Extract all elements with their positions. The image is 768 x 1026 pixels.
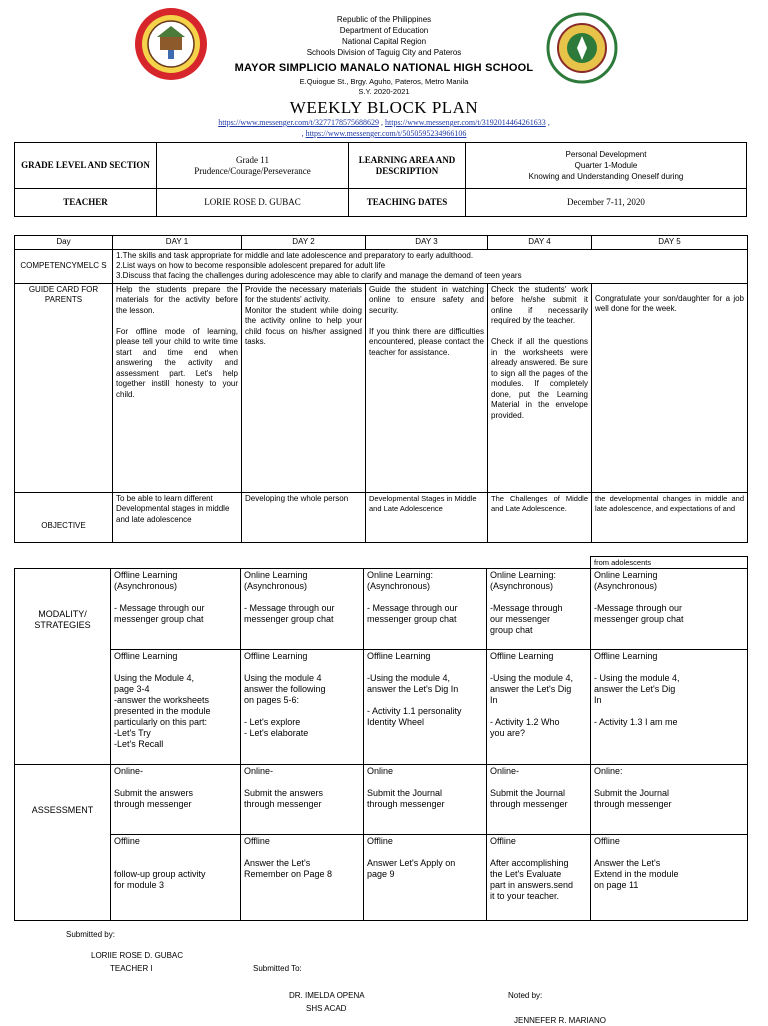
modality-offline-day-5: Offline Learning - Using the module 4, answer the Let's Dig In - Activity 1.3 I am me [591,650,748,765]
competency-cell [113,249,748,283]
teacher-signatory-title: TEACHER I [110,964,153,973]
objective-day-5: the developmental changes in middle and late adolescence, and expectations of and [592,492,748,542]
guide-day-4 [488,283,592,492]
assessment-offline-day-2: Offline Answer the Let's Remember on Page 8 [241,835,364,921]
teacher-label: TEACHER [15,189,157,217]
teaching-dates-value: December 7-11, 2020 [466,189,747,217]
learning-area-value [466,143,747,189]
objective-day-2: Developing the whole person [242,492,366,542]
assessment-online-day-3: Online Submit the Journal through messenger [364,765,487,835]
messenger-link-2[interactable]: https://www.messenger.com/t/3192014464261633 [385,118,546,127]
link-separator: , [545,118,550,127]
modality-online-day-5: Online Learning (Asynchronous) -Message through our messenger group chat [591,569,748,650]
assessment-label: ASSESSMENT [15,765,111,921]
page-title: WEEKLY BLOCK PLAN [289,98,479,117]
modality-online-day-2: Online Learning (Asynchronous) - Message through our messenger group chat [241,569,364,650]
modality-offline-day-2: Offline Learning Using the module 4 answer the following on pages 5-6: - Let's explore - Let's elaborate [241,650,364,765]
objective-label: OBJECTIVE [15,492,113,542]
module-line: Knowing and Understanding Oneself during [528,172,684,181]
quarter-line: Quarter 1-Module [574,161,638,170]
school-address: E.Quiogue St., Brgy. Aguho, Pateros, Metro Manila [299,77,469,86]
noted-by-signatory-name: JENNEFER R. MARIANO [514,1016,607,1025]
day-1-header: DAY 1 [113,236,242,250]
assessment-online-day-2: Online- Submit the answers through messenger [241,765,364,835]
link-separator: , [379,118,385,127]
guide-paragraph: For offline mode of learning, please tell your child to write time start and time end when answering the activity and assessment part. Let's help together instill honesty to your child. [116,326,238,399]
day-3-header: DAY 3 [366,236,488,250]
link-separator: , [301,129,306,138]
modality-offline-day-1: Offline Learning Using the Module 4, page 3-4 -answer the worksheets presented in the module particularly on this part: -Let's Try -Let's Recall [111,650,241,765]
guide-paragraph: Help the students prepare the materials for the activity before the lesson. [116,284,238,315]
submitted-by-label: Submitted by: [66,930,115,939]
guide-paragraph: Guide the student in watching online to ensure safety and security. [369,284,484,315]
guide-paragraph: Congratulate your son/daughter for a job well done for the week. [595,293,744,313]
objective-day-3: Developmental Stages in Middle and Late Adolescence [366,492,488,542]
guide-paragraph: Provide the necessary materials for the students' activity. [245,284,362,304]
division-line: Schools Division of Taguig City and Pateros [306,48,462,57]
objective-day-4: The Challenges of Middle and Late Adolescence. [488,492,592,542]
messenger-link-1[interactable]: https://www.messenger.com/t/3277178575688629 [218,118,379,127]
deped-line: Department of Education [339,26,429,35]
competency-label: COMPETENCYMELC S [15,249,113,283]
region-line: National Capital Region [341,37,427,46]
guide-day-1 [113,283,242,492]
guide-paragraph: Check the students' work before he/she submit it online if necessarily required by the teacher. [491,284,588,325]
guide-day-2 [242,283,366,492]
modality-online-day-3: Online Learning: (Asynchronous) - Message through our messenger group chat [364,569,487,650]
school-name: MAYOR SIMPLICIO MANALO NATIONAL HIGH SCHOOL [234,62,534,74]
section-line: Prudence/Courage/Perseverance [194,165,311,176]
guide-paragraph: Check if all the questions in the worksheets were already answered. Be sure to sign all the pages of the modules. If completely done, put the Learning Material in the envelope provided. [491,337,588,420]
plan-table [14,235,748,543]
grade-value [157,143,349,189]
guide-paragraph: Monitor the student while doing the activity online to help your child focus on his/her assigned tasks. [245,305,362,346]
noted-by-label: Noted by: [508,991,543,1000]
guide-card-label: GUIDE CARD FOR PARENTS [15,283,113,492]
assessment-online-day-1: Online- Submit the answers through messenger [111,765,241,835]
teacher-value: LORIE ROSE D. GUBAC [157,189,349,217]
modality-offline-day-3: Offline Learning -Using the module 4, answer the Let's Dig In - Activity 1.1 personality Identity Wheel [364,650,487,765]
day-5-header: DAY 5 [592,236,748,250]
day-header: Day [15,236,113,250]
grade-label: GRADE LEVEL AND SECTION [15,143,157,189]
assessment-offline-day-4: Offline After accomplishing the Let's Evaluate part in answers.send it to your teacher. [487,835,591,921]
modality-offline-day-4: Offline Learning -Using the module 4, answer the Let's Dig In - Activity 1.2 Who you are? [487,650,591,765]
principal-signatory-title: SHS ACAD [306,1004,347,1013]
competency-item: 1.The skills and task appropriate for middle and late adolescence and preparatory to early adulthood. [116,250,474,260]
info-table [14,142,747,217]
day-4-header: DAY 4 [488,236,592,250]
day-2-header: DAY 2 [242,236,366,250]
grade-line: Grade 11 [236,154,269,165]
activities-table [14,556,748,921]
assessment-offline-day-3: Offline Answer Let's Apply on page 9 [364,835,487,921]
modality-online-day-1: Offline Learning (Asynchronous) - Message through our messenger group chat [111,569,241,650]
assessment-offline-day-5: Offline Answer the Let's Extend in the module on page 11 [591,835,748,921]
guide-day-5 [592,283,748,492]
teacher-signatory-name: LORIIE ROSE D. GUBAC [91,951,184,960]
subject-line: Personal Development [565,150,647,159]
day5-objective-overflow: from adolescents [591,557,748,569]
guide-day-3 [366,283,488,492]
principal-signatory-name: DR. IMELDA OPENA [289,991,365,1000]
assessment-offline-day-1: Offline follow-up group activity for module 3 [111,835,241,921]
competency-item: 3.Discuss that facing the challenges during adolescence may able to clarify and manage the demand of teen years [116,270,522,280]
assessment-online-day-4: Online- Submit the Journal through messenger [487,765,591,835]
assessment-online-day-5: Online: Submit the Journal through messenger [591,765,748,835]
guide-paragraph: If you think there are difficulties encountered, please contact the teacher for assistance. [369,326,484,357]
messenger-link-3[interactable]: https://www.messenger.com/t/5050595234966106 [305,129,467,138]
school-year: S.Y. 2020-2021 [358,87,410,96]
modality-online-day-4: Online Learning: (Asynchronous) -Message through our messenger group chat [487,569,591,650]
modality-label: MODALITY/ STRATEGIES [15,569,111,765]
teaching-dates-label: TEACHING DATES [349,189,466,217]
objective-day-1: To be able to learn different Developmental stages in middle and late adolescence [113,492,242,542]
learning-area-label: LEARNING AREA AND DESCRIPTION [349,143,466,189]
republic-line: Republic of the Philippines [336,15,432,24]
submitted-to-label: Submitted To: [253,964,302,973]
competency-item: 2.List ways on how to become responsible adolescent prepared for adult life [116,260,386,270]
